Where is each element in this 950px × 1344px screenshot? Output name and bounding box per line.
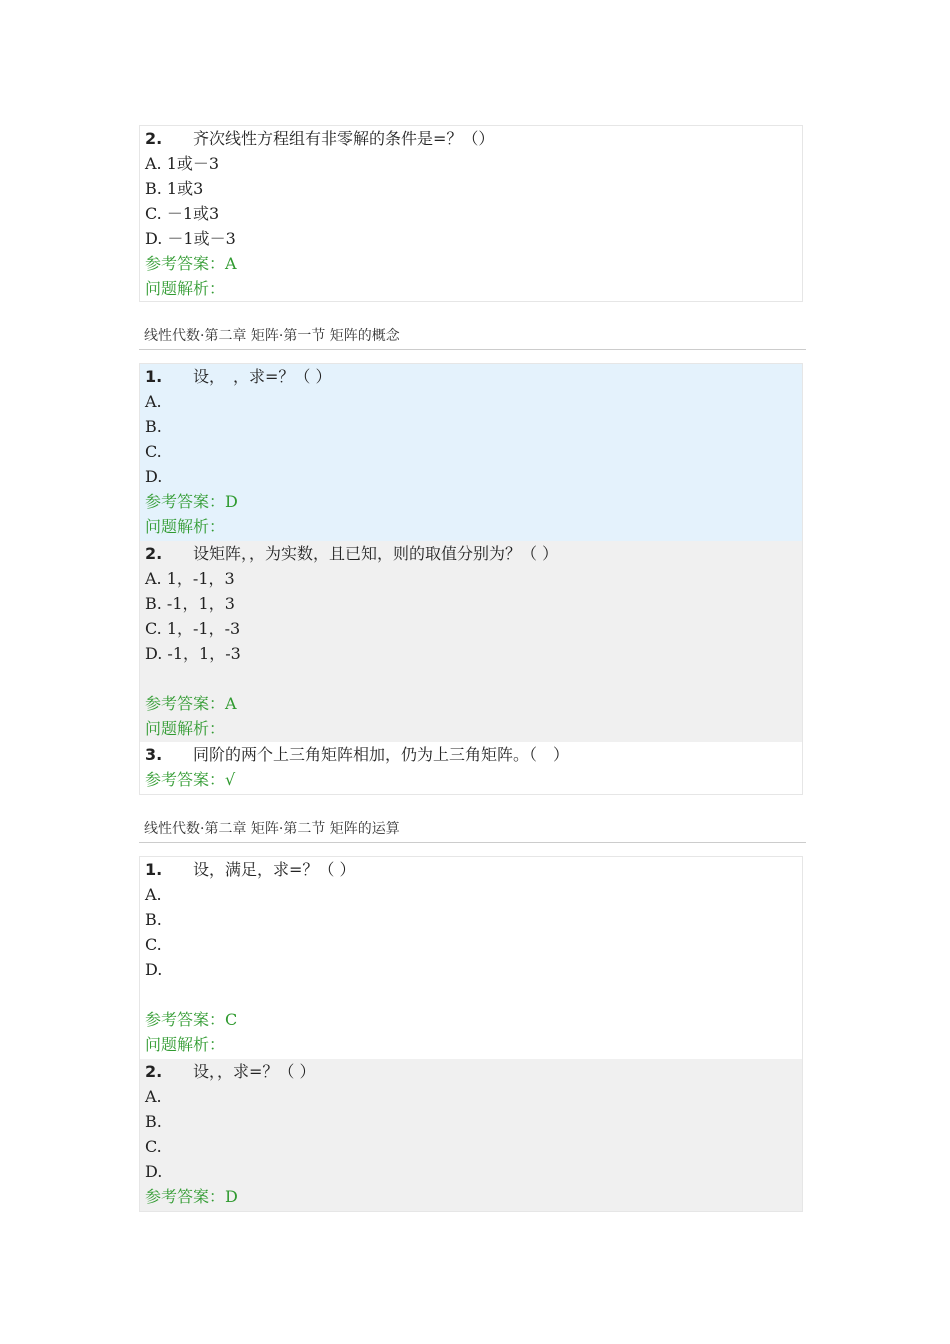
question-item [140,126,802,301]
option-b: B. [145,910,162,929]
question-block-section2 [139,856,803,1212]
option-b: B. [145,417,162,436]
section-divider [139,349,806,350]
option-d: D. [145,467,163,486]
option-a: A. 1或－3 [145,154,220,173]
reference-answer: 参考答案：D [145,1187,238,1206]
question-text: 设，满足，求=？（ ） [193,860,356,879]
option-c: C. 1，-1，-3 [145,619,241,638]
question-text: 设，，求=？（ ） [193,1062,316,1081]
option-c: C. [145,935,162,954]
reference-answer: 参考答案：√ [145,770,236,789]
reference-answer: 参考答案：A [145,254,237,273]
reference-answer: 参考答案：C [145,1010,238,1029]
question-block-section1 [139,363,803,795]
option-a: A. 1，-1，3 [145,569,235,588]
question-item [140,541,802,742]
question-line [145,1059,802,1084]
question-text: 设矩阵，，为实数，且已知，则的取值分别为？（ ） [193,544,559,563]
reference-answer: 参考答案：A [145,694,237,713]
option-d: D. [145,960,163,979]
blank-line [145,982,802,1007]
section-title: 线性代数·第二章 矩阵·第一节 矩阵的概念 [144,328,400,344]
question-number: 1. [145,367,163,386]
question-line [145,126,802,151]
reference-answer: 参考答案：D [145,492,238,511]
question-analysis: 问题解析： [145,1035,226,1054]
section-divider [139,842,806,843]
question-number: 2. [145,1062,163,1081]
question-line [145,857,802,882]
blank-line [145,666,802,691]
option-d: D. -1，1，-3 [145,644,241,663]
question-analysis: 问题解析： [145,279,226,298]
question-analysis: 问题解析： [145,517,226,536]
question-item [140,364,802,541]
question-line [145,742,802,767]
question-number: 2. [145,129,163,148]
question-text: 同阶的两个上三角矩阵相加，仍为上三角矩阵。（ ） [193,745,570,764]
question-number: 1. [145,860,163,879]
option-a: A. [145,885,162,904]
question-block-top [139,125,803,302]
question-text: 齐次线性方程组有非零解的条件是=？（） [193,129,495,148]
question-analysis: 问题解析： [145,719,226,738]
question-item [140,857,802,1059]
question-item [140,1059,802,1211]
option-b: B. [145,1112,162,1131]
question-text: 设， ，求=？（ ） [193,367,332,386]
option-c: C. [145,442,162,461]
question-number: 2. [145,544,163,563]
option-c: C. [145,1137,162,1156]
option-c: C. －1或3 [145,204,220,223]
question-item [140,742,802,794]
option-b: B. -1，1，3 [145,594,235,613]
option-a: A. [145,392,162,411]
option-d: D. [145,1162,163,1181]
option-b: B. 1或3 [145,179,204,198]
option-a: A. [145,1087,162,1106]
question-line [145,541,802,566]
question-line [145,364,802,389]
option-d: D. －1或－3 [145,229,236,248]
section-title: 线性代数·第二章 矩阵·第二节 矩阵的运算 [144,821,400,837]
question-number: 3. [145,745,163,764]
